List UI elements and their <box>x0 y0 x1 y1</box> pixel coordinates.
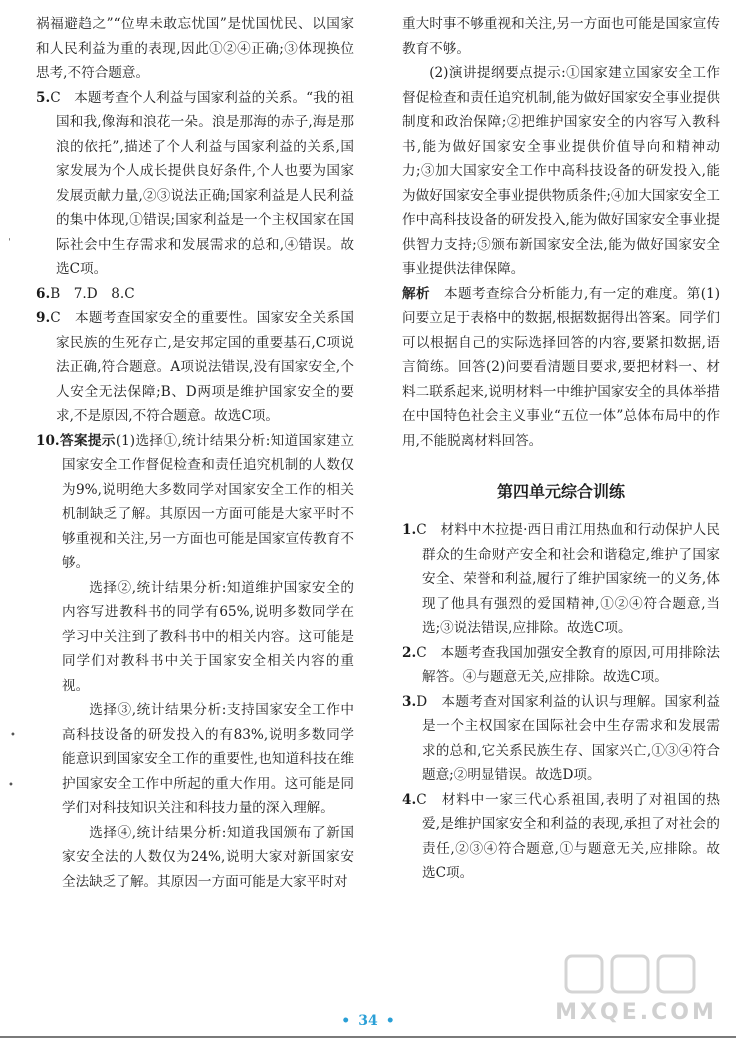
paragraph-continued-right: 重大时事不够重视和关注,另一方面也可能是国家宣传教育不够。 <box>402 16 720 57</box>
watermark-text: MXQE.COM <box>555 1000 717 1025</box>
unit4-item-1: 1.C 材料中木拉提·西日甫江用热血和行动保护人民群众的生命财产安全和社会和谐稳定,维护了国家安全、荣誉和利益,履行了维护国家统一的义务,体现了他具有强烈的爱国精神,①②④符合题意,当选;③说法错误,应排除。故选C项。 <box>402 522 720 636</box>
unit4-item-3: 3.D 本题考查对国家利益的认识与理解。国家利益是一个主权国家在国际社会中生存需求和发展需求的总和,它关系民族生存、国家兴亡,①③④符合题意;②明显错误。故选D项。 <box>402 693 720 783</box>
answer-item-5: 5.C 本题考查个人利益与国家利益的关系。“我的祖国和我,像海和浪花一朵。浪是那海的赤子,海是那浪的依托”,描述了个人利益与国家利益的关系,国家发展为个人成长提供良好条件,个人也要为国家发展贡献力量,②③说法正确;国家利益是人民利益的集中体现,①错误;国家利益是一个主权国家在国际社会中生存需求和发展需求的总和,④错误。故选C项。 <box>36 89 354 277</box>
analysis-paragraph: 解析 本题考查综合分析能力,有一定的难度。第(1)问要立足于表格中的数据,根据数据得出答案。同学们可以根据自己的实际选择回答的内容,要紧扣数据,语言简练。回答(2)问要看清题目要求,要把材料一、材料二联系起来,说明材料一中维护国家安全的具体举措在中国特色社会主义事业“五位一体”总体布局中的作用,不能脱离材料回答。 <box>402 285 721 449</box>
page-number <box>0 1013 736 1029</box>
margin-speck: ˈ <box>8 238 11 249</box>
paragraph-choice-4: 选择④,统计结果分析:知道我国颁布了新国家安全法的人数仅为24%,说明大家对新国家安全法缺乏了解。其原因一方面可能是大家平时对 <box>62 824 354 890</box>
left-column <box>36 12 354 894</box>
paragraph-continued: 祸福避趋之”“位卑未敢忘忧国”是忧国忧民、以国家和人民利益为重的表现,因此①②④正确;③体现换位思考,不符合题意。 <box>36 16 354 81</box>
answer-item-6-8: 6.B 7.D 8.C <box>36 285 135 302</box>
right-column <box>402 12 720 886</box>
paragraph-choice-2: 选择②,统计结果分析:知道维护国家安全的内容写进教科书的同学有65%,说明多数同学在学习中关注到了教科书中的相关内容。这可能是同学们对教科书中关于国家安全相关内容的重视。 <box>62 579 354 694</box>
watermark-seal-icon <box>546 950 726 1000</box>
speech-outline: (2)演讲提纲要点提示:①国家建立国家安全工作督促检查和责任追究机制,能为做好国家安全事业提供制度和政治保障;②把维护国家安全的内容写入教科书,能为做好国家安全事业提供价值导向和精神动力;③加大国家安全工作中高科技设备的研发投入,能为做好国家安全事业提供物质条件;④加大国家安全工作中高科技设备的研发投入,能为做好国家安全事业提供智力支持;⑤颁布新国家安全法,能为做好国家安全事业提供法律保障。 <box>402 65 720 277</box>
page-number-dot-left: • <box>341 1013 351 1029</box>
section-title: 第四单元综合训练 <box>496 482 625 501</box>
margin-speck: • <box>8 780 14 791</box>
unit4-item-4: 4.C 材料中一家三代心系祖国,表明了对祖国的热爱,是维护国家安全和利益的表现,承担了对社会的责任,②③④符合题意,①与题意无关,应排除。故选C项。 <box>402 791 720 881</box>
answer-item-9: 9.C 本题考查国家安全的重要性。国家安全关系国家民族的生死存亡,是安邦定国的重要基石,C项说法正确,符合题意。A项说法错误,没有国家安全,个人安全无法保障;B、D两项是维护国家安全的要求,不是原因,不符合题意。故选C项。 <box>36 310 354 424</box>
paragraph-choice-3: 选择③,统计结果分析:支持国家安全工作中高科技设备的研发投入的有83%,说明多数同学能意识到国家安全工作的重要性,也知道科技在维护国家安全工作中所起的重大作用。这可能是同学们对科技知识关注和科技力量的深入理解。 <box>62 702 354 816</box>
answer-item-10: 10.答案提示(1)选择①,统计结果分析:知道国家建立国家安全工作督促检查和责任追究机制的人数仅为9%,说明绝大多数同学对国家安全工作的相关机制缺乏了解。其原因一方面可能是大家平时不够重视和关注,另一方面也可能是国家宣传教育不够。 <box>36 432 354 571</box>
page-number-dot-right: • <box>385 1013 395 1029</box>
page-number-value: 34 <box>358 1013 378 1029</box>
bottom-rule <box>0 1036 736 1038</box>
unit4-item-2: 2.C 本题考查我国加强安全教育的原因,可用排除法解答。④与题意无关,应排除。故选C项。 <box>402 644 720 685</box>
margin-speck: • <box>10 730 16 741</box>
